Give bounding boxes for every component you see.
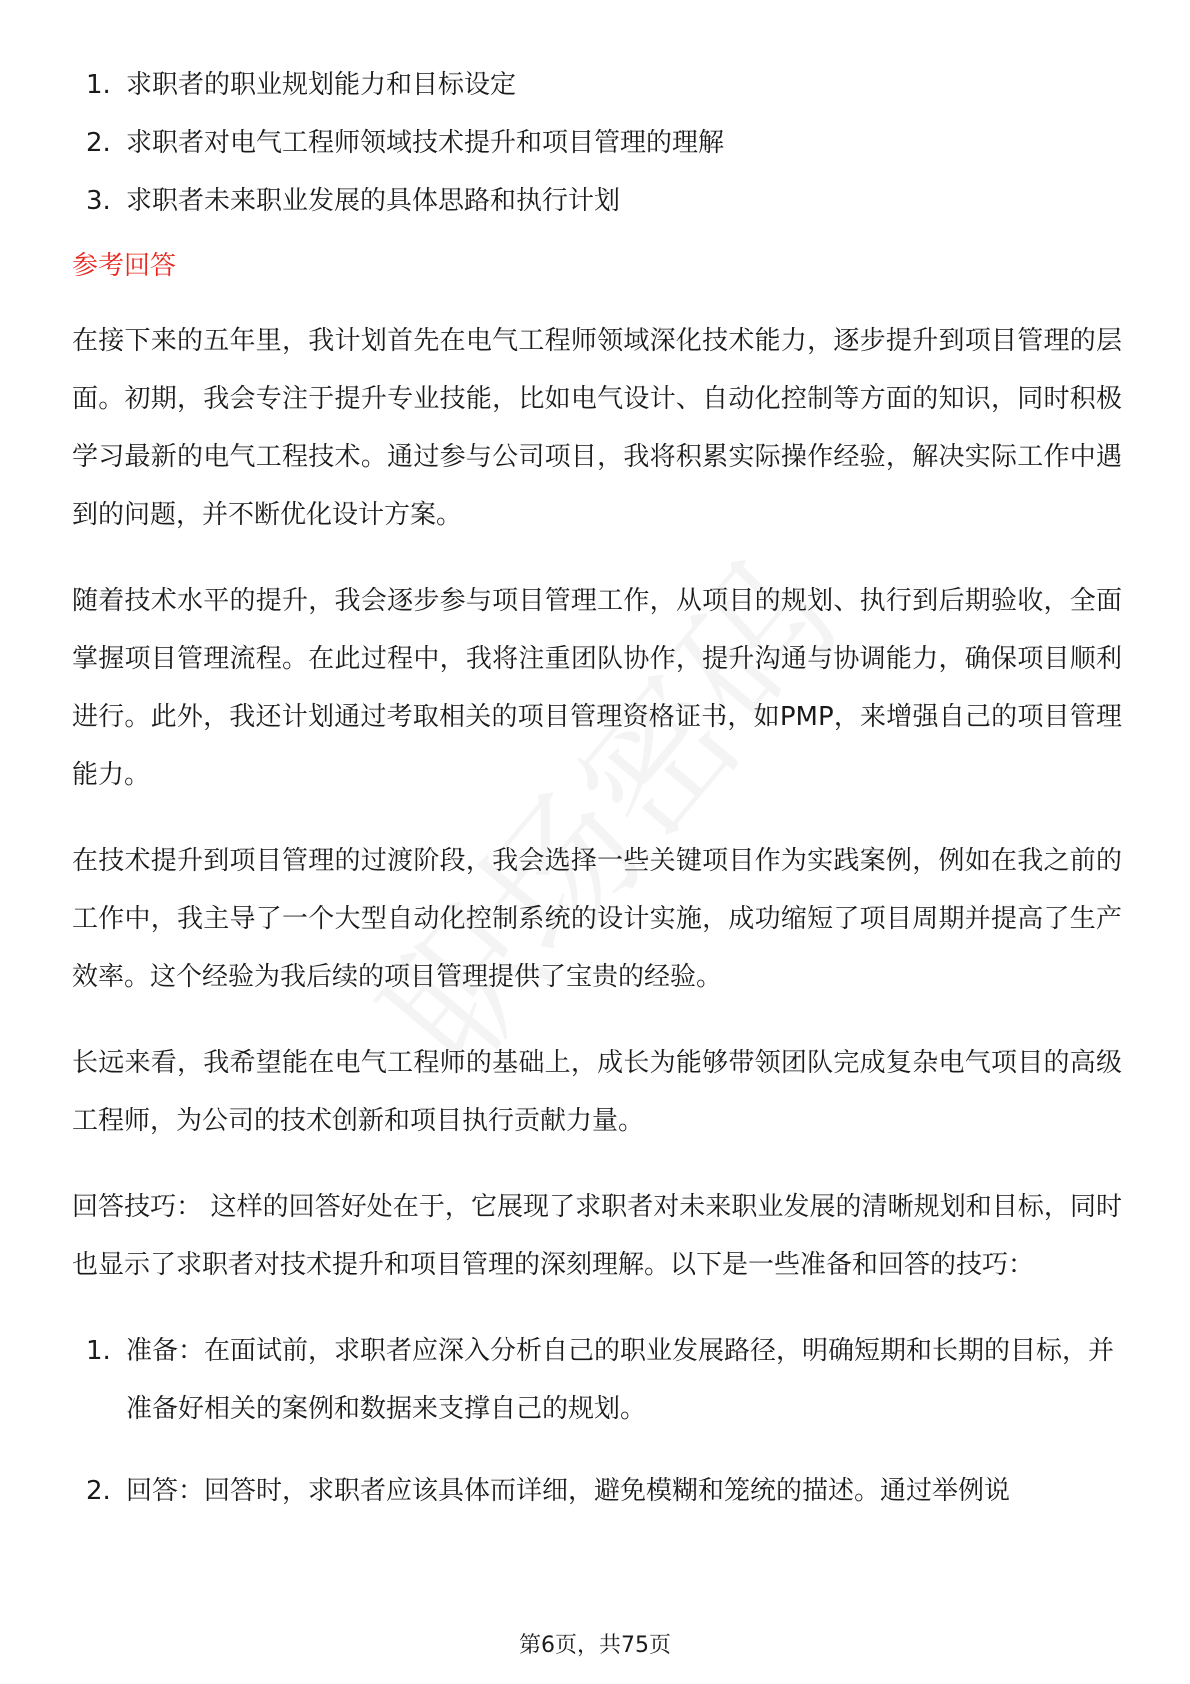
list-text: 回答：回答时，求职者应该具体而详细，避免模糊和笼统的描述。通过举例说 [126, 1476, 1011, 1506]
paragraph: 在接下来的五年里，我计划首先在电气工程师领域深化技术能力，逐步提升到项目管理的层面。初期，我会专注于提升专业技能，比如电气设计、自动化控制等方面的知识，同时积极学习最新的电气工程技术。通过参与公司项目，我将积累实际操作经验，解决实际工作中遇到的问题，并不断优化设计方案。 [72, 326, 1122, 530]
intro-list [72, 56, 1122, 230]
list-item [72, 1322, 1122, 1438]
list-text: 求职者未来职业发展的具体思路和执行计划 [126, 186, 621, 216]
page-content [72, 56, 1122, 1544]
list-item [72, 56, 1122, 114]
page-footer: 第6页，共75页 [519, 1633, 671, 1658]
list-text: 求职者的职业规划能力和目标设定 [126, 70, 517, 100]
list-number: 1. [86, 1336, 111, 1366]
section-title: 参考回答 [72, 251, 177, 281]
list-text: 求职者对电气工程师领域技术提升和项目管理的理解 [126, 128, 725, 158]
paragraph: 回答技巧： 这样的回答好处在于，它展现了求职者对未来职业发展的清晰规划和目标，同时也显示了求职者对技术提升和项目管理的深刻理解。以下是一些准备和回答的技巧： [72, 1192, 1122, 1280]
list-number: 2. [86, 1476, 111, 1506]
list-number: 2. [86, 128, 111, 158]
list-number: 3. [86, 186, 111, 216]
list-number: 1. [86, 70, 111, 100]
tips-list [72, 1322, 1122, 1520]
list-item [72, 1462, 1122, 1520]
paragraph: 长远来看，我希望能在电气工程师的基础上，成长为能够带领团队完成复杂电气项目的高级工程师，为公司的技术创新和项目执行贡献力量。 [72, 1048, 1122, 1136]
list-item [72, 172, 1122, 230]
paragraph: 随着技术水平的提升，我会逐步参与项目管理工作，从项目的规划、执行到后期验收，全面掌握项目管理流程。在此过程中，我将注重团队协作，提升沟通与协调能力，确保项目顺利进行。此外，我还计划通过考取相关的项目管理资格证书，如PMP，来增强自己的项目管理能力。 [72, 586, 1122, 790]
list-item [72, 114, 1122, 172]
list-text: 准备：在面试前，求职者应深入分析自己的职业发展路径，明确短期和长期的目标，并准备好相关的案例和数据来支撑自己的规划。 [126, 1336, 1115, 1424]
paragraph: 在技术提升到项目管理的过渡阶段，我会选择一些关键项目作为实践案例，例如在我之前的工作中，我主导了一个大型自动化控制系统的设计实施，成功缩短了项目周期并提高了生产效率。这个经验为我后续的项目管理提供了宝贵的经验。 [72, 846, 1122, 992]
